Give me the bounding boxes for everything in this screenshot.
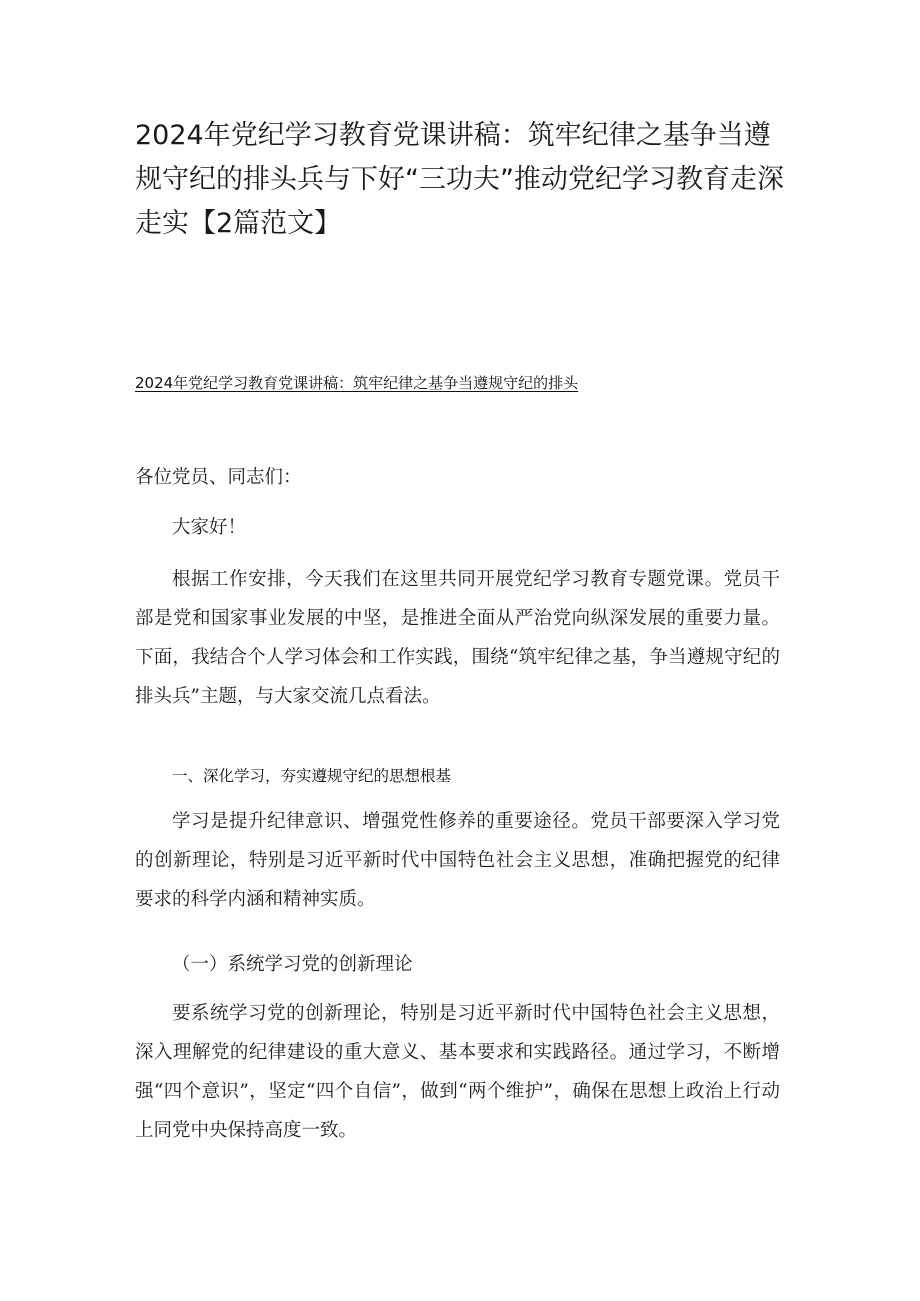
paragraph-section-1: 学习是提升纪律意识、增强党性修养的重要途径。党员干部要深入学习党的创新理论，特别是习近平新时代中国特色社会主义思想，准确把握党的纪律要求的科学内涵和精神实质。 <box>135 811 780 910</box>
greeting: 大家好！ <box>172 517 247 538</box>
paragraph-subsection-1: 要系统学习党的创新理论，特别是习近平新时代中国特色社会主义思想，深入理解党的纪律建设的重大意义、基本要求和实践路径。通过学习，不断增强“四个意识”，坚定“四个自信”，做到“两个维护”，确保在思想上政治上行动上同党中央保持高度一致。 <box>135 1003 780 1141</box>
document-subtitle: 2024年党纪学习教育党课讲稿：筑牢纪律之基争当遵规守纪的排头 <box>135 374 579 392</box>
subsection-heading-1: （一）系统学习党的创新理论 <box>172 954 413 975</box>
section-heading-1: 一、深化学习，夯实遵规守纪的思想根基 <box>172 767 452 785</box>
document-title: 2024年党纪学习教育党课讲稿：筑牢纪律之基争当遵规守纪的排头兵与下好“三功夫”推动党纪学习教育走深走实【2篇范文】 <box>135 120 784 239</box>
paragraph-intro: 根据工作安排，今天我们在这里共同开展党纪学习教育专题党课。党员干部是党和国家事业发展的中坚，是推进全面从严治党向纵深发展的重要力量。下面，我结合个人学习体会和工作实践，围绕“筑牢纪律之基，争当遵规守纪的排头兵”主题，与大家交流几点看法。 <box>135 569 780 707</box>
salutation: 各位党员、同志们： <box>135 467 302 488</box>
